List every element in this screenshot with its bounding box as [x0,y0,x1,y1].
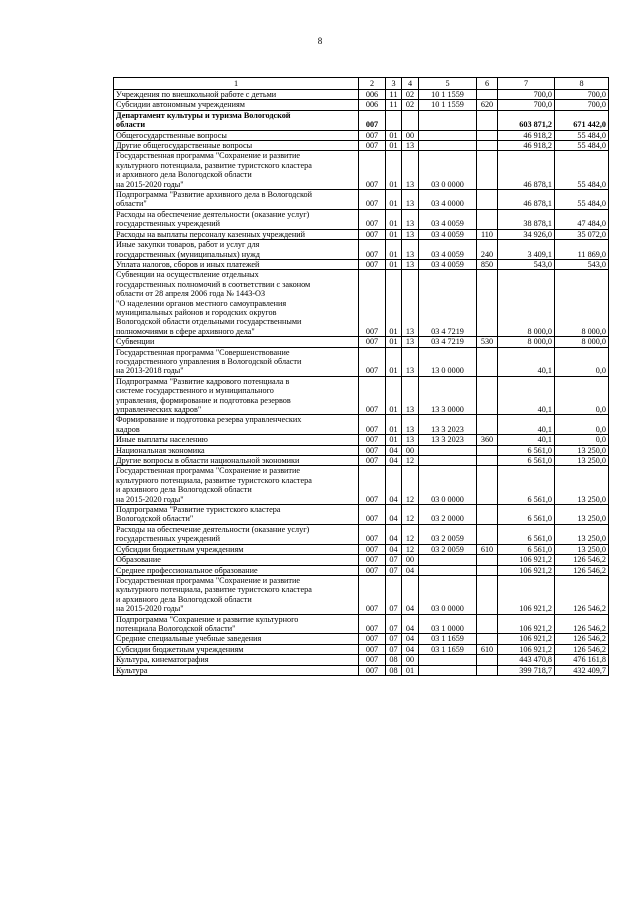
target-article-code: 13 3 0000 [419,376,477,415]
section-code: 07 [386,634,402,644]
amount-year-1: 46 878,1 [498,151,555,190]
expense-type-code: 610 [477,644,498,654]
item-name: Подпрограмма "Развитие архивного дела в Вологодской области" [114,190,359,210]
amount-year-1: 603 871,2 [498,110,555,130]
amount-year-1: 40,1 [498,347,555,376]
amount-year-2: 13 250,0 [555,505,609,525]
subsection-code: 04 [402,634,419,644]
section-code: 11 [386,100,402,110]
section-code: 04 [386,505,402,525]
section-code: 01 [386,190,402,210]
section-code: 01 [386,347,402,376]
item-name: Субвенции [114,337,359,347]
table-row [114,270,609,337]
subsection-code: 12 [402,456,419,466]
amount-year-2: 126 546,2 [555,555,609,565]
section-code: 01 [386,240,402,260]
section-code: 07 [386,614,402,634]
expense-type-code [477,575,498,614]
expense-type-code [477,347,498,376]
ministry-code: 007 [359,565,386,575]
amount-year-1: 6 561,0 [498,456,555,466]
section-code: 01 [386,141,402,151]
section-code [386,110,402,130]
subsection-code: 13 [402,240,419,260]
item-name: Субсидии автономным учреждениям [114,100,359,110]
subsection-code: 13 [402,347,419,376]
expense-type-code [477,665,498,675]
table-row [114,644,609,654]
target-article-code: 03 0 0000 [419,466,477,505]
item-name: Образование [114,555,359,565]
ministry-code: 007 [359,575,386,614]
expense-type-code [477,524,498,544]
amount-year-1: 106 921,2 [498,634,555,644]
item-name: Учреждения по внешкольной работе с детьми [114,90,359,100]
subsection-code: 13 [402,190,419,210]
item-name: Иные закупки товаров, работ и услуг для государственных (муниципальных) нужд [114,240,359,260]
section-code: 04 [386,524,402,544]
target-article-code [419,655,477,665]
expense-type-code [477,655,498,665]
ministry-code: 007 [359,644,386,654]
expense-type-code [477,466,498,505]
item-name: Культура, кинематография [114,655,359,665]
amount-year-2: 671 442,0 [555,110,609,130]
item-name: Расходы на обеспечение деятельности (оказание услуг) государственных учреждений [114,524,359,544]
amount-year-1: 46 918,2 [498,130,555,140]
table-row [114,456,609,466]
expense-type-code [477,141,498,151]
column-header: 8 [555,78,609,90]
amount-year-1: 40,1 [498,435,555,445]
ministry-code: 007 [359,456,386,466]
amount-year-2: 476 161,8 [555,655,609,665]
table-row [114,190,609,210]
target-article-code: 03 2 0059 [419,524,477,544]
subsection-code: 13 [402,415,419,435]
subsection-code: 12 [402,505,419,525]
expense-type-code [477,565,498,575]
ministry-code: 007 [359,655,386,665]
amount-year-1: 6 561,0 [498,524,555,544]
section-code: 04 [386,445,402,455]
amount-year-1: 34 926,0 [498,229,555,239]
expense-type-code: 850 [477,259,498,269]
item-name: Подпрограмма "Сохранение и развитие культурного потенциала Вологодской области" [114,614,359,634]
table-row [114,565,609,575]
expense-type-code [477,130,498,140]
amount-year-1: 6 561,0 [498,505,555,525]
amount-year-2: 700,0 [555,100,609,110]
table-row [114,466,609,505]
amount-year-2: 126 546,2 [555,644,609,654]
amount-year-2: 700,0 [555,90,609,100]
subsection-code: 02 [402,90,419,100]
ministry-code: 006 [359,100,386,110]
amount-year-1: 40,1 [498,415,555,435]
amount-year-2: 13 250,0 [555,466,609,505]
ministry-code: 007 [359,376,386,415]
amount-year-2: 55 484,0 [555,130,609,140]
ministry-code: 007 [359,544,386,554]
table-row [114,229,609,239]
table-row [114,575,609,614]
item-name: Государственная программа "Совершенствование государственного управления в Вологодской области на 2013-2018 годы" [114,347,359,376]
item-name: Субсидии бюджетным учреждениям [114,644,359,654]
section-code: 01 [386,376,402,415]
amount-year-2: 0,0 [555,415,609,435]
subsection-code: 01 [402,665,419,675]
table-row [114,90,609,100]
ministry-code: 007 [359,634,386,644]
column-header: 4 [402,78,419,90]
item-name: Субвенции на осуществление отдельных государственных полномочий в соответствии с законом области от 28 апреля 2006 года № 1443-ОЗ "О наделении органов местного самоуправления муниципальных районов и городских округов Вологодской области отдельными государственными полномочиями в сфере архивного дела" [114,270,359,337]
column-header: 2 [359,78,386,90]
expense-type-code: 620 [477,100,498,110]
ministry-code: 007 [359,555,386,565]
section-code: 04 [386,456,402,466]
target-article-code [419,456,477,466]
section-code: 01 [386,130,402,140]
subsection-code: 13 [402,376,419,415]
target-article-code [419,141,477,151]
target-article-code [419,555,477,565]
table-row [114,110,609,130]
table-row [114,415,609,435]
item-name: Национальная экономика [114,445,359,455]
target-article-code: 03 4 0059 [419,209,477,229]
amount-year-1: 106 921,2 [498,614,555,634]
table-body [114,90,609,676]
target-article-code [419,445,477,455]
table-row [114,655,609,665]
amount-year-1: 6 561,0 [498,445,555,455]
subsection-code: 04 [402,565,419,575]
target-article-code: 10 1 1559 [419,90,477,100]
amount-year-1: 38 878,1 [498,209,555,229]
table-row [114,614,609,634]
amount-year-1: 6 561,0 [498,466,555,505]
target-article-code: 10 1 1559 [419,100,477,110]
amount-year-1: 6 561,0 [498,544,555,554]
expense-type-code [477,376,498,415]
page-number: 8 [317,36,323,46]
table-row [114,445,609,455]
section-code: 01 [386,415,402,435]
ministry-code: 007 [359,347,386,376]
section-code: 07 [386,644,402,654]
amount-year-1: 543,0 [498,259,555,269]
amount-year-1: 106 921,2 [498,565,555,575]
subsection-code: 13 [402,229,419,239]
expense-type-code [477,190,498,210]
table-row [114,505,609,525]
subsection-code: 00 [402,445,419,455]
ministry-code: 006 [359,90,386,100]
table-row [114,337,609,347]
target-article-code: 03 4 7219 [419,337,477,347]
amount-year-2: 0,0 [555,347,609,376]
amount-year-1: 8 000,0 [498,270,555,337]
ministry-code: 007 [359,466,386,505]
item-name: Государственная программа "Сохранение и развитие культурного потенциала, развитие туристского кластера и архивного дела Вологодской области на 2015-2020 годы" [114,575,359,614]
table-row [114,544,609,554]
expense-type-code [477,614,498,634]
amount-year-2: 55 484,0 [555,151,609,190]
target-article-code: 03 4 7219 [419,270,477,337]
item-name: Департамент культуры и туризма Вологодской области [114,110,359,130]
item-name: Уплата налогов, сборов и иных платежей [114,259,359,269]
amount-year-2: 13 250,0 [555,456,609,466]
table-row [114,524,609,544]
ministry-code: 007 [359,190,386,210]
target-article-code: 13 3 2023 [419,415,477,435]
target-article-code [419,665,477,675]
table-row [114,130,609,140]
amount-year-2: 126 546,2 [555,634,609,644]
expense-type-code [477,270,498,337]
subsection-code: 00 [402,555,419,565]
target-article-code: 03 1 0000 [419,614,477,634]
subsection-code: 13 [402,337,419,347]
amount-year-2: 126 546,2 [555,575,609,614]
item-name: Подпрограмма "Развитие туристского кластера Вологодской области" [114,505,359,525]
item-name: Культура [114,665,359,675]
subsection-code: 13 [402,270,419,337]
target-article-code [419,130,477,140]
amount-year-1: 46 918,2 [498,141,555,151]
section-code: 11 [386,90,402,100]
column-header: 6 [477,78,498,90]
amount-year-2: 0,0 [555,435,609,445]
section-code: 07 [386,565,402,575]
item-name: Субсидии бюджетным учреждениям [114,544,359,554]
section-code: 01 [386,151,402,190]
target-article-code: 03 4 0059 [419,259,477,269]
amount-year-2: 543,0 [555,259,609,269]
table-row [114,209,609,229]
item-name: Общегосударственные вопросы [114,130,359,140]
subsection-code: 12 [402,544,419,554]
item-name: Подпрограмма "Развитие кадрового потенциала в системе государственного и муниципального управления, формирование и подготовка резервов управленческих кадров" [114,376,359,415]
ministry-code: 007 [359,151,386,190]
table-row [114,665,609,675]
amount-year-2: 8 000,0 [555,270,609,337]
target-article-code: 03 1 1659 [419,644,477,654]
target-article-code: 03 0 0000 [419,151,477,190]
subsection-code: 13 [402,151,419,190]
expense-type-code [477,456,498,466]
item-name: Среднее профессиональное образование [114,565,359,575]
subsection-code: 13 [402,209,419,229]
amount-year-1: 443 470,8 [498,655,555,665]
subsection-code: 00 [402,655,419,665]
amount-year-1: 46 878,1 [498,190,555,210]
expense-type-code [477,555,498,565]
ministry-code: 007 [359,435,386,445]
item-name: Государственная программа "Сохранение и развитие культурного потенциала, развитие туристского кластера и архивного дела Вологодской области на 2015-2020 годы" [114,466,359,505]
column-header: 1 [114,78,359,90]
expense-type-code: 530 [477,337,498,347]
ministry-code: 007 [359,240,386,260]
table-row [114,141,609,151]
section-code: 01 [386,259,402,269]
amount-year-2: 55 484,0 [555,141,609,151]
expense-type-code: 360 [477,435,498,445]
target-article-code: 03 4 0059 [419,229,477,239]
amount-year-2: 432 409,7 [555,665,609,675]
target-article-code: 03 4 0059 [419,240,477,260]
table-row [114,634,609,644]
subsection-code [402,110,419,130]
amount-year-2: 13 250,0 [555,544,609,554]
section-code: 01 [386,435,402,445]
column-header: 7 [498,78,555,90]
expense-type-code [477,415,498,435]
section-code: 08 [386,665,402,675]
target-article-code: 13 0 0000 [419,347,477,376]
section-code: 01 [386,209,402,229]
expense-type-code [477,209,498,229]
subsection-code: 13 [402,435,419,445]
ministry-code: 007 [359,415,386,435]
subsection-code: 12 [402,466,419,505]
section-code: 01 [386,270,402,337]
item-name: Государственная программа "Сохранение и развитие культурного потенциала, развитие туристского кластера и архивного дела Вологодской области на 2015-2020 годы" [114,151,359,190]
table-row [114,555,609,565]
section-code: 01 [386,337,402,347]
table-row [114,347,609,376]
ministry-code: 007 [359,524,386,544]
expense-type-code: 610 [477,544,498,554]
table-row [114,240,609,260]
expense-type-code: 110 [477,229,498,239]
amount-year-1: 700,0 [498,90,555,100]
item-name: Другие общегосударственные вопросы [114,141,359,151]
amount-year-2: 35 072,0 [555,229,609,239]
target-article-code [419,110,477,130]
budget-table [113,77,609,676]
subsection-code: 04 [402,614,419,634]
item-name: Иные выплаты населению [114,435,359,445]
amount-year-1: 399 718,7 [498,665,555,675]
amount-year-2: 13 250,0 [555,524,609,544]
item-name: Другие вопросы в области национальной экономики [114,456,359,466]
table-row [114,100,609,110]
section-code: 04 [386,544,402,554]
amount-year-1: 700,0 [498,100,555,110]
amount-year-1: 106 921,2 [498,575,555,614]
expense-type-code [477,110,498,130]
subsection-code: 12 [402,524,419,544]
amount-year-2: 13 250,0 [555,445,609,455]
subsection-code: 00 [402,130,419,140]
ministry-code: 007 [359,665,386,675]
target-article-code: 13 3 2023 [419,435,477,445]
amount-year-2: 0,0 [555,376,609,415]
ministry-code: 007 [359,229,386,239]
expense-type-code: 240 [477,240,498,260]
amount-year-1: 8 000,0 [498,337,555,347]
item-name: Расходы на обеспечение деятельности (оказание услуг) государственных учреждений [114,209,359,229]
amount-year-2: 8 000,0 [555,337,609,347]
ministry-code: 007 [359,270,386,337]
expense-type-code [477,634,498,644]
subsection-code: 04 [402,644,419,654]
item-name: Средние специальные учебные заведения [114,634,359,644]
table-row [114,435,609,445]
amount-year-1: 3 409,1 [498,240,555,260]
amount-year-1: 106 921,2 [498,644,555,654]
target-article-code [419,565,477,575]
item-name: Формирование и подготовка резерва управленческих кадров [114,415,359,435]
amount-year-1: 106 921,2 [498,555,555,565]
expense-type-code [477,90,498,100]
subsection-code: 02 [402,100,419,110]
ministry-code: 007 [359,505,386,525]
ministry-code: 007 [359,337,386,347]
target-article-code: 03 2 0000 [419,505,477,525]
ministry-code: 007 [359,445,386,455]
section-code: 04 [386,466,402,505]
amount-year-2: 47 484,0 [555,209,609,229]
column-header: 3 [386,78,402,90]
amount-year-2: 126 546,2 [555,565,609,575]
table-row [114,259,609,269]
amount-year-2: 11 869,0 [555,240,609,260]
expense-type-code [477,445,498,455]
ministry-code: 007 [359,141,386,151]
table-header-row [114,78,609,90]
ministry-code: 007 [359,259,386,269]
amount-year-1: 40,1 [498,376,555,415]
section-code: 07 [386,575,402,614]
ministry-code: 007 [359,209,386,229]
table-row [114,376,609,415]
subsection-code: 13 [402,259,419,269]
amount-year-2: 126 546,2 [555,614,609,634]
subsection-code: 13 [402,141,419,151]
table-row [114,151,609,190]
ministry-code: 007 [359,614,386,634]
item-name: Расходы на выплаты персоналу казенных учреждений [114,229,359,239]
column-header: 5 [419,78,477,90]
target-article-code: 03 1 1659 [419,634,477,644]
target-article-code: 03 4 0000 [419,190,477,210]
target-article-code: 03 2 0059 [419,544,477,554]
section-code: 07 [386,555,402,565]
ministry-code: 007 [359,110,386,130]
subsection-code: 04 [402,575,419,614]
expense-type-code [477,505,498,525]
section-code: 08 [386,655,402,665]
target-article-code: 03 0 0000 [419,575,477,614]
ministry-code: 007 [359,130,386,140]
section-code: 01 [386,229,402,239]
amount-year-2: 55 484,0 [555,190,609,210]
expense-type-code [477,151,498,190]
